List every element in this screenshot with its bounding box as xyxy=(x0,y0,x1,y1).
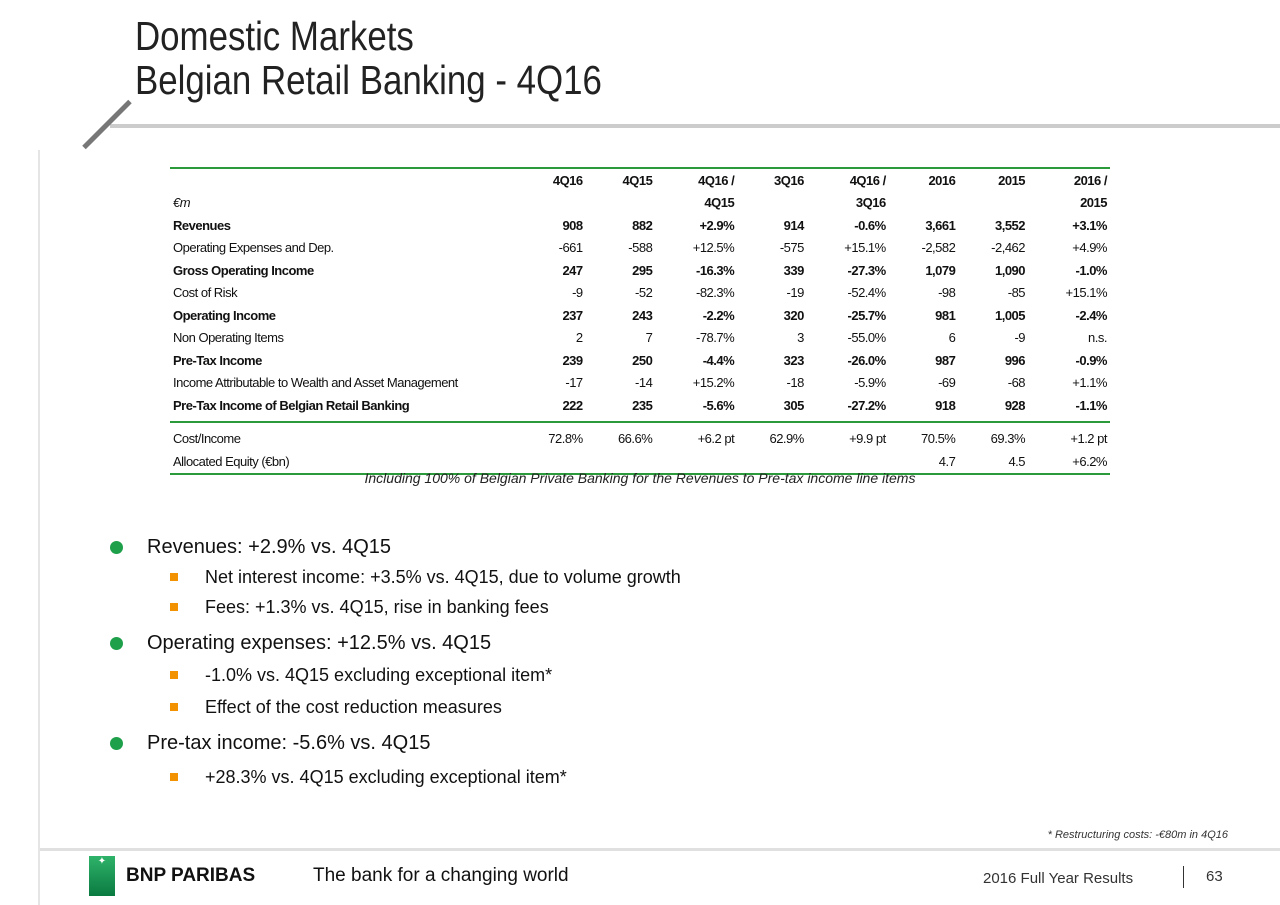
table-cell: Gross Operating Income xyxy=(173,262,314,278)
table-cell: -2,462 xyxy=(991,240,1026,256)
bullet-item xyxy=(170,597,549,618)
bullet-icon xyxy=(110,541,123,554)
table-cell: -78.7% xyxy=(695,330,735,346)
table-cell: -25.7% xyxy=(847,307,886,323)
table-cell: 2016 / xyxy=(1073,172,1107,188)
table-cell: -27.2% xyxy=(847,397,886,413)
table-cell: 247 xyxy=(562,262,583,278)
table-cell: 295 xyxy=(632,262,653,278)
table-cell: -82.3% xyxy=(695,285,735,301)
table-cell: -14 xyxy=(635,375,653,391)
table-cell: 250 xyxy=(632,352,653,368)
table-cell: Cost/Income xyxy=(173,431,241,447)
table-cell xyxy=(958,192,1028,215)
bullet-icon xyxy=(170,703,178,711)
table-cell xyxy=(586,192,656,215)
table-cell: 235 xyxy=(632,397,653,413)
table-cell: -85 xyxy=(1007,285,1026,301)
table-cell: Non Operating Items xyxy=(173,330,284,346)
table-cell: 1,090 xyxy=(994,262,1026,278)
table-cell: 918 xyxy=(935,397,956,413)
table-cell: 305 xyxy=(783,397,804,413)
tagline: The bank for a changing world xyxy=(313,865,569,886)
table-cell: 222 xyxy=(562,397,583,413)
table-cell: 243 xyxy=(632,307,653,323)
table-cell: -2.2% xyxy=(702,307,735,323)
table-cell: -0.9% xyxy=(1075,352,1107,368)
bullet-item xyxy=(170,767,567,788)
table-row xyxy=(170,282,1110,305)
table-cell xyxy=(737,192,807,215)
table-cell: €m xyxy=(173,195,191,211)
table-cell: 882 xyxy=(632,217,653,233)
table-cell: -98 xyxy=(938,285,956,301)
table-cell: 320 xyxy=(783,307,804,323)
table-cell: -69 xyxy=(938,375,956,391)
table-note: Including 100% of Belgian Private Banking for the Revenues to Pre-tax income line items xyxy=(364,470,916,486)
table-cell: 323 xyxy=(783,352,804,368)
table-cell xyxy=(889,192,959,215)
table-cell: 62.9% xyxy=(769,431,804,447)
bullet-text: +28.3% vs. 4Q15 excluding exceptional item* xyxy=(205,767,567,787)
table-cell: -5.6% xyxy=(702,397,735,413)
table-cell: Operating Expenses and Dep. xyxy=(173,240,334,256)
table-cell: +3.1% xyxy=(1072,217,1107,233)
page-divider xyxy=(1183,866,1184,888)
table-row xyxy=(170,304,1110,327)
bullet-icon xyxy=(110,637,123,650)
table-cell: 4Q16 / xyxy=(698,172,735,188)
table-cell: Cost of Risk xyxy=(173,285,238,301)
table-cell: 987 xyxy=(935,352,956,368)
table-cell: -18 xyxy=(786,375,804,391)
table-cell: 1,005 xyxy=(994,307,1026,323)
table-cell: -575 xyxy=(779,240,804,256)
bullet-text: Effect of the cost reduction measures xyxy=(205,697,502,717)
table-cell: 70.5% xyxy=(921,431,956,447)
footer-divider xyxy=(40,848,1280,851)
table-cell: 4.5 xyxy=(958,450,1028,474)
table-cell: Pre-Tax Income of Belgian Retail Banking xyxy=(173,397,410,413)
bullet-text: Net interest income: +3.5% vs. 4Q15, due to volume growth xyxy=(205,567,681,587)
table-cell: 4Q16 / xyxy=(849,172,886,188)
table-cell: -2,582 xyxy=(921,240,956,256)
table-cell: -9 xyxy=(572,285,583,301)
table-cell: -2.4% xyxy=(1075,307,1107,323)
table-cell: 4Q15 xyxy=(704,195,735,211)
document-title: 2016 Full Year Results xyxy=(983,870,1134,887)
table-cell: 3Q16 xyxy=(774,172,804,188)
bullet-item xyxy=(110,536,391,559)
bullet-icon xyxy=(170,603,178,611)
table-cell: +12.5% xyxy=(692,240,735,256)
table-cell: Allocated Equity (€bn) xyxy=(170,450,516,474)
table-cell: 2015 xyxy=(998,172,1026,188)
table-row xyxy=(170,372,1110,395)
table-cell: -9 xyxy=(1014,330,1026,346)
table-cell: 237 xyxy=(562,307,583,323)
table-cell: -52 xyxy=(635,285,653,301)
table-cell: 3,661 xyxy=(925,217,956,233)
table-cell: -588 xyxy=(628,240,653,256)
table-cell: -17 xyxy=(565,375,583,391)
table-cell: 914 xyxy=(783,217,804,233)
table-cell: 981 xyxy=(935,307,956,323)
table-cell: 4.7 xyxy=(889,450,959,474)
table-cell: -4.4% xyxy=(702,352,735,368)
table-cell: 2016 xyxy=(928,172,956,188)
table-cell: Revenues xyxy=(173,217,231,233)
table-row xyxy=(170,327,1110,350)
table-cell: -1.1% xyxy=(1075,397,1107,413)
table-cell: -16.3% xyxy=(695,262,735,278)
table-cell: -52.4% xyxy=(847,285,886,301)
table-cell: 1,079 xyxy=(925,262,956,278)
title-divider xyxy=(110,124,1280,128)
table-cell: 69.3% xyxy=(990,431,1026,447)
table-cell: 3Q16 xyxy=(855,195,886,211)
table-cell: 908 xyxy=(562,217,583,233)
table-cell: 2015 xyxy=(1080,195,1107,211)
table-cell: +6.2 pt xyxy=(697,431,735,447)
table-cell: +1.2 pt xyxy=(1070,431,1107,447)
table-cell: 996 xyxy=(1004,352,1026,368)
table-cell: 3,552 xyxy=(994,217,1026,233)
table-cell: -661 xyxy=(558,240,583,256)
bnp-logo-icon: ✦ xyxy=(89,856,115,896)
bullet-item xyxy=(170,665,552,686)
table-row xyxy=(170,349,1110,372)
bullet-text: Revenues: +2.9% vs. 4Q15 xyxy=(147,536,392,558)
title-line-1: Domestic Markets xyxy=(135,13,414,59)
table-cell xyxy=(170,168,516,192)
footnote: * Restructuring costs: -€80m in 4Q16 xyxy=(1047,829,1228,841)
table-cell: -5.9% xyxy=(854,375,886,391)
table-cell xyxy=(516,192,586,215)
table-cell: Operating Income xyxy=(173,307,276,323)
table-cell: 2 xyxy=(575,330,583,346)
table-cell: 4Q15 xyxy=(622,172,653,188)
table-row xyxy=(170,428,1110,451)
bullet-icon xyxy=(170,671,178,679)
table-cell: Pre-Tax Income xyxy=(173,352,262,368)
table-cell: +15.2% xyxy=(692,375,735,391)
table-cell: 7 xyxy=(645,330,653,346)
bullet-text: -1.0% vs. 4Q15 excluding exceptional item* xyxy=(205,665,553,685)
table-cell: +4.9% xyxy=(1072,240,1107,256)
title-line-2: Belgian Retail Banking - 4Q16 xyxy=(135,57,602,103)
table-cell: -27.3% xyxy=(847,262,886,278)
table-cell: 66.6% xyxy=(617,431,653,447)
table-cell: -19 xyxy=(786,285,804,301)
bullet-item xyxy=(170,697,502,718)
table-cell: +15.1% xyxy=(844,240,886,256)
table-cell: +9.9 pt xyxy=(849,431,886,447)
table-cell: +6.2% xyxy=(1028,450,1110,474)
page-number: 63 xyxy=(1206,868,1223,885)
bullet-item xyxy=(110,732,430,755)
table-cell: -0.6% xyxy=(854,217,886,233)
table-cell: n.s. xyxy=(1088,330,1107,346)
table-cell: -26.0% xyxy=(847,352,886,368)
table-row xyxy=(170,259,1110,282)
table-cell: -68 xyxy=(1007,375,1026,391)
page-title xyxy=(135,14,602,102)
table-cell: 4Q16 xyxy=(552,172,583,188)
left-rule xyxy=(38,150,40,905)
bullet-icon xyxy=(170,573,178,581)
table-cell: 3 xyxy=(797,330,804,346)
table-row xyxy=(170,237,1110,260)
table-cell: 239 xyxy=(562,352,583,368)
results-table xyxy=(170,167,1110,475)
table-cell: +1.1% xyxy=(1072,375,1107,391)
table-row xyxy=(170,214,1110,237)
bullet-item xyxy=(110,632,491,655)
bullet-text: Operating expenses: +12.5% vs. 4Q15 xyxy=(147,632,492,654)
table-cell: 928 xyxy=(1004,397,1026,413)
bullet-icon xyxy=(170,773,178,781)
bullet-text: Pre-tax income: -5.6% vs. 4Q15 xyxy=(147,732,431,754)
table-cell: +2.9% xyxy=(699,217,735,233)
header-row xyxy=(170,168,1110,192)
table-cell: +15.1% xyxy=(1065,285,1107,301)
bullet-item xyxy=(170,567,681,588)
table-cell: 72.8% xyxy=(548,431,583,447)
table-row xyxy=(170,394,1110,417)
table-cell: -55.0% xyxy=(847,330,886,346)
header-row xyxy=(170,192,1110,215)
bullet-text: Fees: +1.3% vs. 4Q15, rise in banking fees xyxy=(205,597,549,617)
table-cell: Income Attributable to Wealth and Asset Management xyxy=(173,375,458,391)
table-cell: -1.0% xyxy=(1075,262,1107,278)
table-cell: 6 xyxy=(948,330,956,346)
bullet-icon xyxy=(110,737,123,750)
brand-name: BNP PARIBAS xyxy=(126,865,256,886)
table-cell: 339 xyxy=(783,262,804,278)
